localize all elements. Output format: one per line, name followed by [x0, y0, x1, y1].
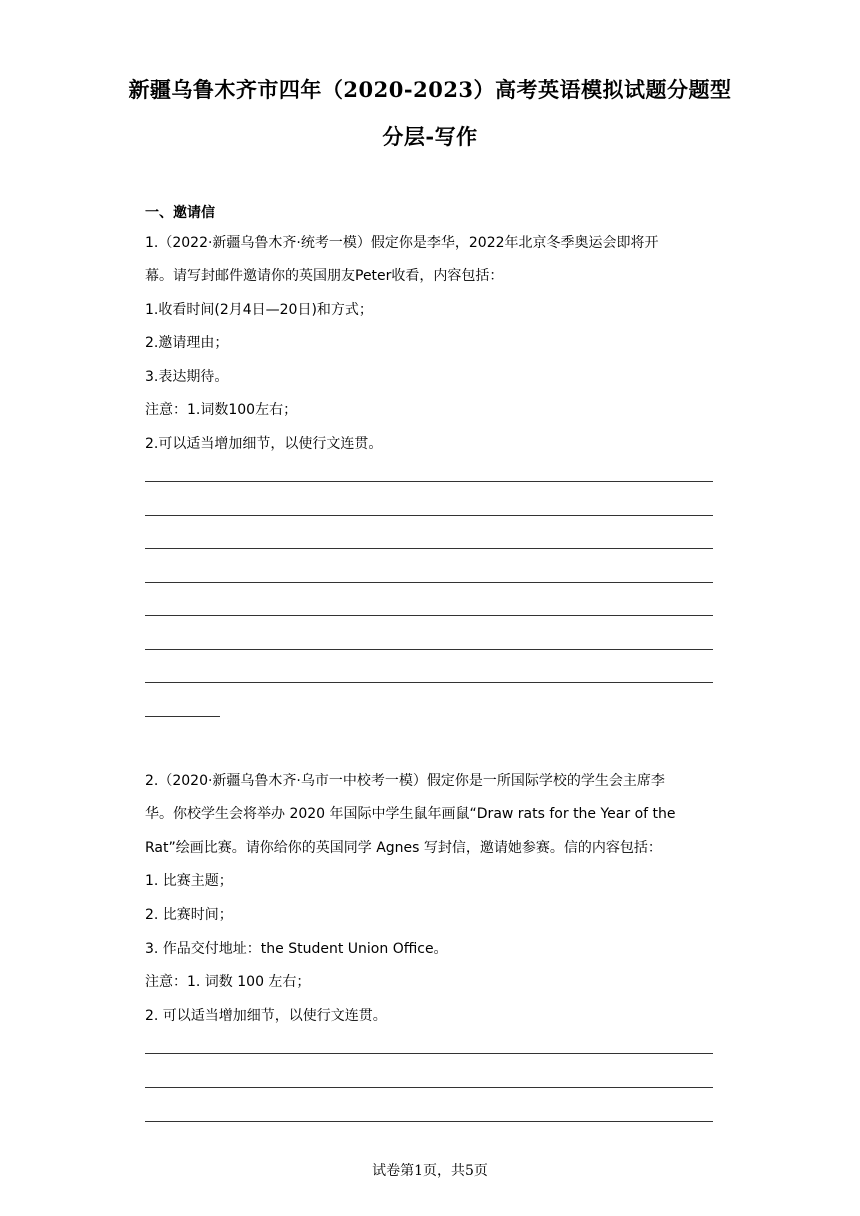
question-2-line: Rat”绘画比赛。请你给你的英国同学 Agnes 写封信，邀请她参赛。信的内容包括：	[145, 840, 662, 856]
page-title-line-1: 新疆乌鲁木齐市四年（2020-2023）高考英语模拟试题分题型	[128, 77, 732, 102]
page-title-line-2: 分层-写作	[382, 124, 478, 149]
answer-line	[145, 1121, 713, 1122]
question-1-line: 1.收看时间(2月4日—20日)和方式；	[145, 302, 373, 318]
question-2-line: 2.（2020·新疆乌鲁木齐·乌市一中校考一模）假定你是一所国际学校的学生会主席李	[145, 773, 665, 789]
answer-line	[145, 548, 713, 549]
question-2-line: 2. 可以适当增加细节，以使行文连贯。	[145, 1008, 387, 1024]
section-heading: 一、邀请信	[145, 205, 215, 221]
answer-line	[145, 1053, 713, 1054]
question-1-line: 幕。请写封邮件邀请你的英国朋友Peter收看，内容包括：	[145, 268, 504, 284]
question-2-line: 2. 比赛时间；	[145, 907, 233, 923]
question-1-line: 1.（2022·新疆乌鲁木齐·统考一模）假定你是李华，2022年北京冬季奥运会即将开	[145, 235, 659, 251]
question-1-line: 3.表达期待。	[145, 369, 229, 385]
page-footer: 试卷第1页，共5页	[372, 1163, 488, 1179]
question-1-line: 2.邀请理由；	[145, 335, 229, 351]
answer-line	[145, 682, 713, 683]
answer-line-end	[145, 716, 220, 717]
answer-line	[145, 649, 713, 650]
answer-line	[145, 582, 713, 583]
answer-line	[145, 1087, 713, 1088]
answer-line	[145, 481, 713, 482]
question-2-line: 1. 比赛主题；	[145, 873, 233, 889]
answer-line	[145, 515, 713, 516]
question-2-line: 注意：1. 词数 100 左右；	[145, 974, 311, 990]
question-2-line: 3. 作品交付地址：the Student Union Office。	[145, 941, 448, 957]
question-1-line: 注意：1.词数100左右；	[145, 402, 298, 418]
question-2-line: 华。你校学生会将举办 2020 年国际中学生鼠年画鼠“Draw rats for the Year of the	[145, 806, 676, 822]
answer-line	[145, 615, 713, 616]
question-1-line: 2.可以适当增加细节，以使行文连贯。	[145, 436, 383, 452]
